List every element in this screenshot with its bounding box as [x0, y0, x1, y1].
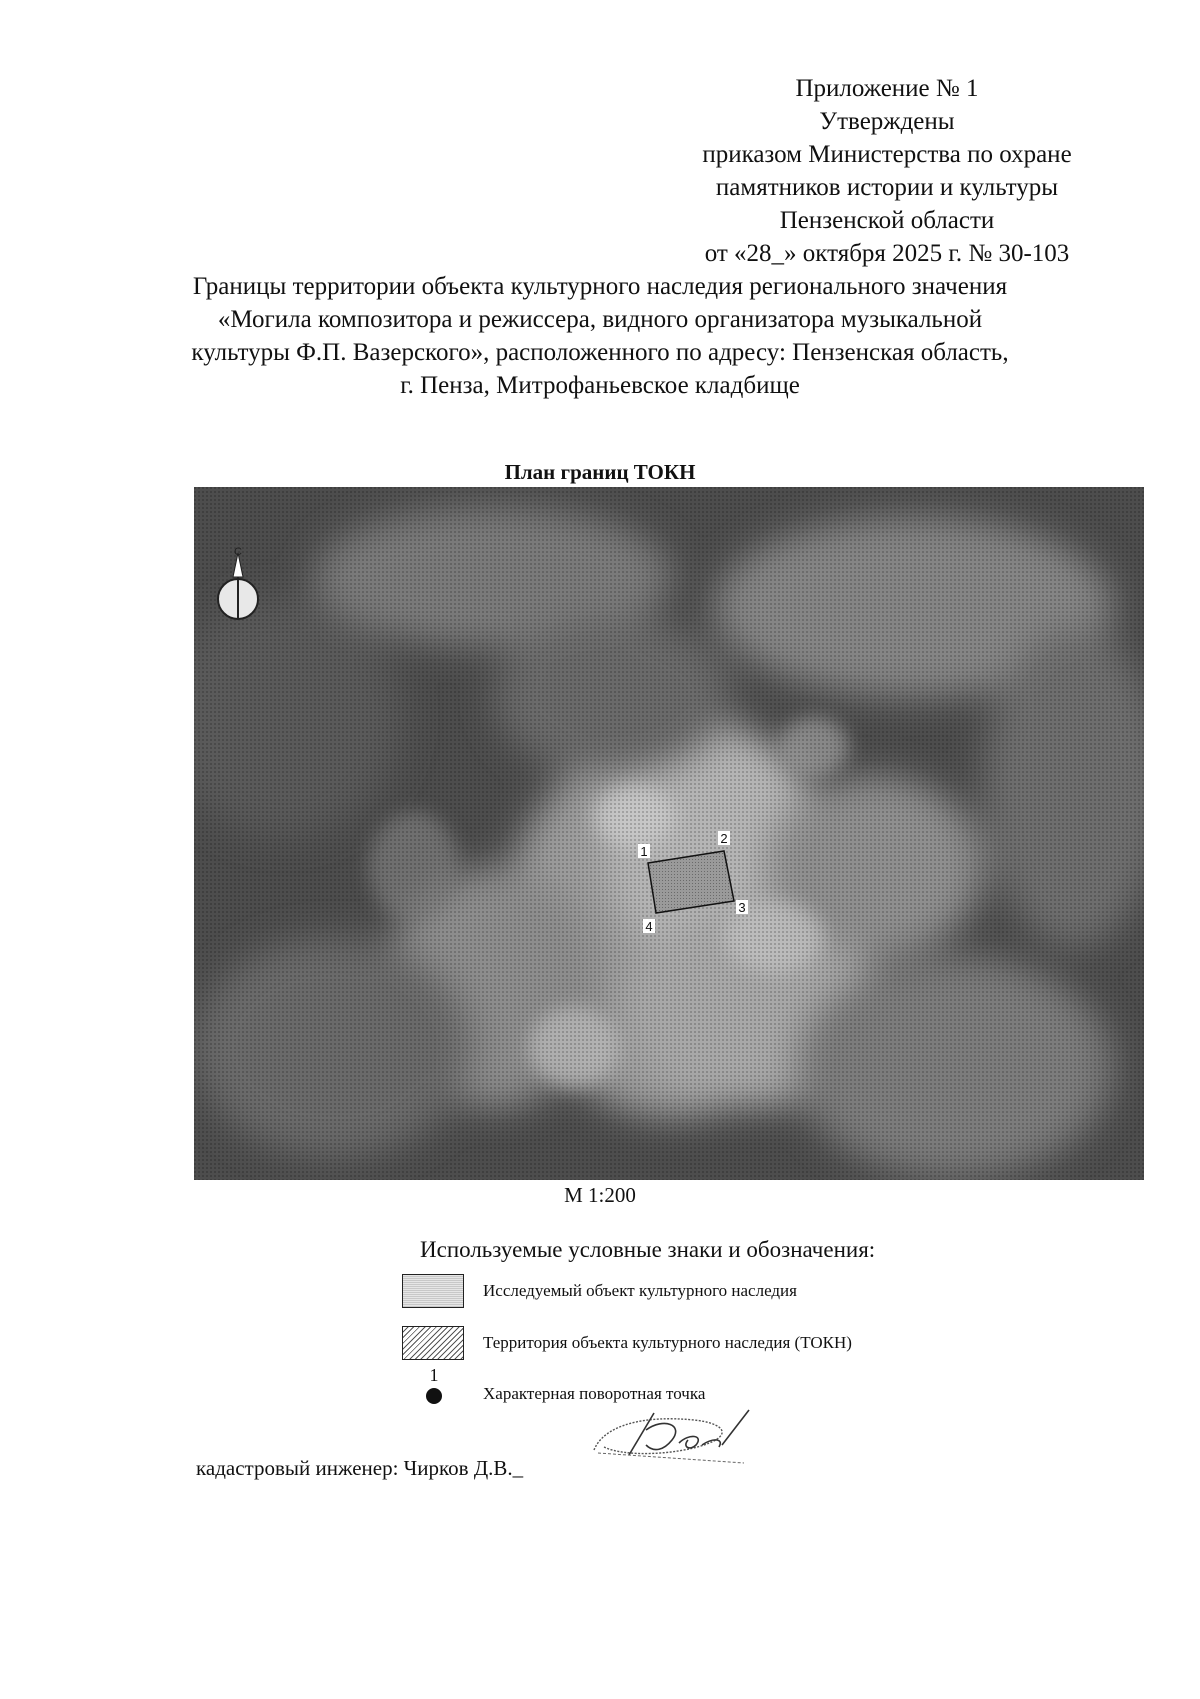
title-line: Границы территории объекта культурного наследия регионального значения [192, 273, 1008, 300]
approval-line: Утверждены [819, 108, 955, 135]
engineer-signature-line: кадастровый инженер: Чирков Д.В._ [196, 1456, 524, 1480]
approval-line: Приложение № 1 [795, 75, 979, 102]
black-dot-icon [426, 1388, 442, 1404]
legend-label: Характерная поворотная точка [483, 1384, 706, 1403]
title-line: г. Пенза, Митрофаньевское кладбище [400, 372, 800, 399]
title-line: культуры Ф.П. Вазерского», расположенного по адресу: Пензенская область, [191, 339, 1009, 366]
approval-line: памятников истории и культуры [715, 174, 1059, 201]
approval-line: приказом Министерства по охране [702, 141, 1072, 168]
legend-label: Территория объекта культурного наследия (ТОКН) [483, 1333, 852, 1352]
map-canvas [194, 487, 1144, 1180]
approval-block [652, 72, 1122, 270]
legend-item [402, 1326, 852, 1360]
aerial-map [194, 487, 1144, 1180]
legend-item [402, 1274, 797, 1308]
stipple-fill-icon [402, 1274, 464, 1308]
plot-boundary [648, 851, 734, 913]
legend-title: Используемые условные знаки и обозначения: [420, 1237, 876, 1262]
point-label: 3 [738, 900, 746, 915]
point-label: 2 [720, 831, 728, 846]
title-line: «Могила композитора и режиссера, видного организатора музыкальной [217, 306, 983, 333]
document-title [120, 270, 1080, 402]
north-label: С [234, 546, 242, 558]
point-symbol [421, 1366, 447, 1404]
point-label: 1 [640, 844, 648, 859]
handwritten-signature [584, 1395, 764, 1475]
legend-label: Исследуемый объект культурного наследия [483, 1281, 797, 1300]
diagonal-hatch-icon [402, 1326, 464, 1360]
plan-heading: План границ ТОКН [504, 460, 696, 484]
point-label: 4 [645, 919, 653, 934]
map-scale: М 1:200 [564, 1183, 636, 1207]
approval-line: Пензенской области [779, 207, 995, 234]
point-number: 1 [429, 1365, 439, 1385]
approval-line: от «28_» октября 2025 г. № 30-103 [704, 240, 1070, 267]
